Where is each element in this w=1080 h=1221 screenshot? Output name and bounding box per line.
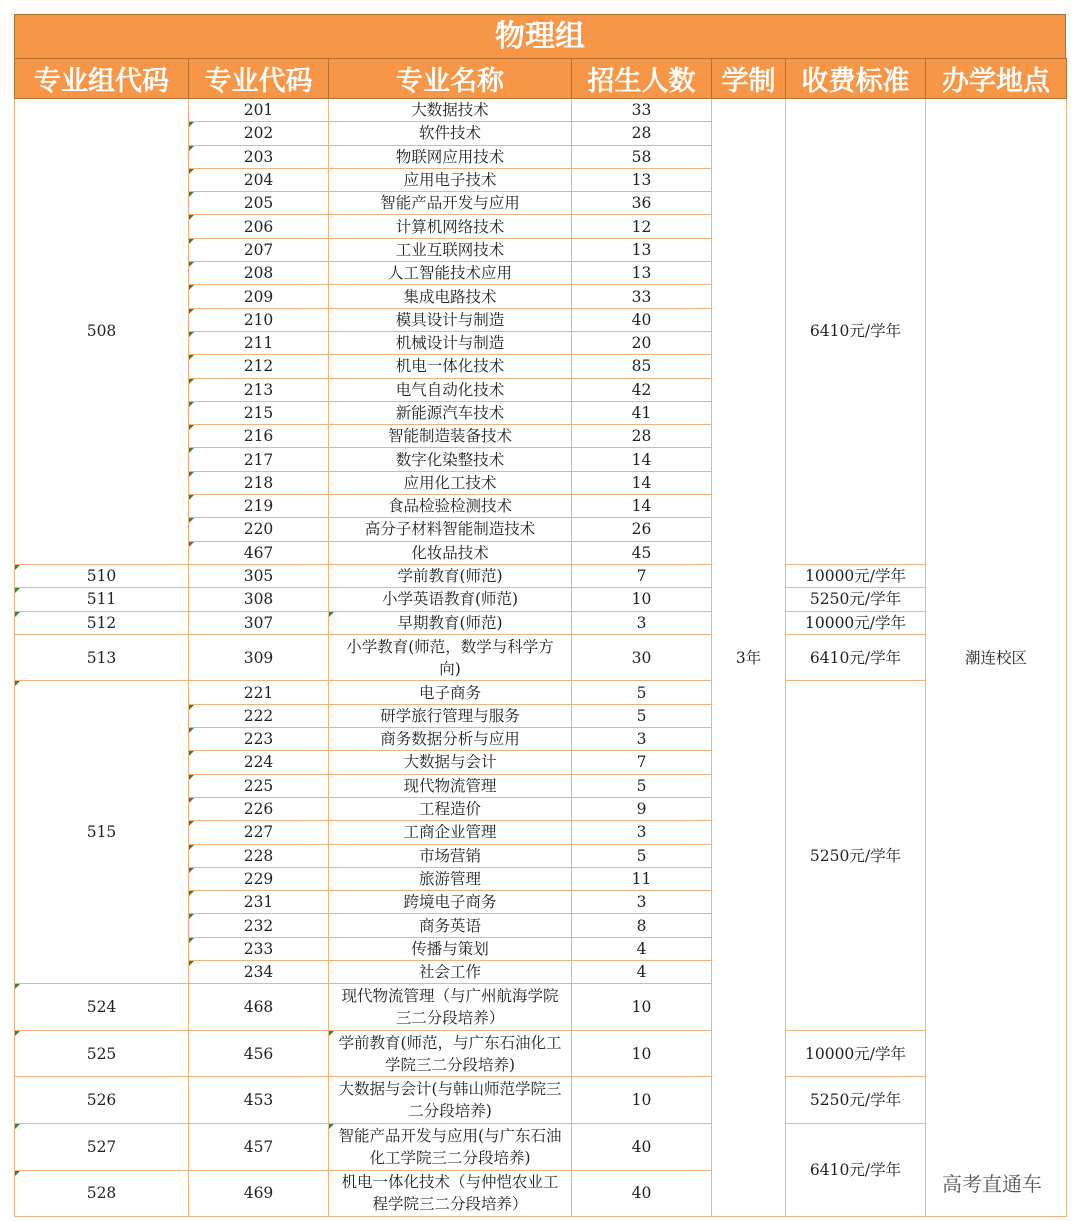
major-code-cell: 223 xyxy=(189,728,329,751)
major-name-cell: 机电一体化技术 xyxy=(329,355,572,378)
enrollment-count-cell: 42 xyxy=(572,378,712,401)
enrollment-count-cell: 14 xyxy=(572,471,712,494)
group-code-cell: 512 xyxy=(15,611,189,634)
major-code-cell: 205 xyxy=(189,192,329,215)
major-code-cell: 210 xyxy=(189,308,329,331)
major-code-cell: 308 xyxy=(189,588,329,611)
fee-cell: 6410元/学年 xyxy=(786,634,926,681)
major-code-cell: 457 xyxy=(189,1124,329,1171)
enrollment-count-cell: 11 xyxy=(572,867,712,890)
major-name-cell: 工商企业管理 xyxy=(329,821,572,844)
major-code-cell: 307 xyxy=(189,611,329,634)
table-body xyxy=(15,99,1067,1217)
major-code-cell: 206 xyxy=(189,215,329,238)
major-name-cell: 学前教育(师范) xyxy=(329,564,572,587)
enrollment-count-cell: 13 xyxy=(572,238,712,261)
header-row xyxy=(15,59,1067,99)
enrollment-count-cell: 3 xyxy=(572,821,712,844)
enrollment-count-cell: 85 xyxy=(572,355,712,378)
major-name-cell: 电子商务 xyxy=(329,681,572,704)
major-code-cell: 213 xyxy=(189,378,329,401)
major-name-cell: 旅游管理 xyxy=(329,867,572,890)
group-code-cell: 513 xyxy=(15,634,189,681)
major-code-cell: 212 xyxy=(189,355,329,378)
enrollment-count-cell: 13 xyxy=(572,168,712,191)
major-name-cell: 大数据与会计 xyxy=(329,751,572,774)
location-cell: 潮连校区 xyxy=(926,99,1067,1217)
enrollment-count-cell: 3 xyxy=(572,891,712,914)
enrollment-count-cell: 14 xyxy=(572,495,712,518)
major-name-cell: 物联网应用技术 xyxy=(329,145,572,168)
table-row xyxy=(15,564,1067,587)
header-duration: 学制 xyxy=(712,59,786,99)
enrollment-count-cell: 58 xyxy=(572,145,712,168)
major-code-cell: 208 xyxy=(189,262,329,285)
major-code-cell: 456 xyxy=(189,1030,329,1077)
group-code-cell: 510 xyxy=(15,564,189,587)
group-code-cell: 525 xyxy=(15,1030,189,1077)
enrollment-count-cell: 3 xyxy=(572,611,712,634)
group-code-cell: 511 xyxy=(15,588,189,611)
table-title: 物理组 xyxy=(14,14,1066,58)
fee-cell: 6410元/学年 xyxy=(786,1124,926,1217)
enrollment-count-cell: 33 xyxy=(572,285,712,308)
major-code-cell: 468 xyxy=(189,984,329,1031)
major-name-cell: 应用电子技术 xyxy=(329,168,572,191)
enrollment-count-cell: 26 xyxy=(572,518,712,541)
major-code-cell: 201 xyxy=(189,99,329,122)
major-name-cell: 市场营销 xyxy=(329,844,572,867)
enrollment-count-cell: 7 xyxy=(572,564,712,587)
major-name-cell: 机电一体化技术（与仲恺农业工程学院三二分段培养） xyxy=(329,1170,572,1217)
watermark: 高考直通车 xyxy=(942,1172,1042,1196)
major-name-cell: 大数据技术 xyxy=(329,99,572,122)
major-code-cell: 221 xyxy=(189,681,329,704)
enrollment-count-cell: 5 xyxy=(572,704,712,727)
fee-cell: 10000元/学年 xyxy=(786,1030,926,1077)
major-code-cell: 231 xyxy=(189,891,329,914)
table-row xyxy=(15,588,1067,611)
enrollment-count-cell: 3 xyxy=(572,728,712,751)
enrollment-count-cell: 8 xyxy=(572,914,712,937)
fee-cell: 5250元/学年 xyxy=(786,1077,926,1124)
major-code-cell: 305 xyxy=(189,564,329,587)
major-code-cell: 217 xyxy=(189,448,329,471)
major-code-cell: 225 xyxy=(189,774,329,797)
major-code-cell: 469 xyxy=(189,1170,329,1217)
group-code-cell: 515 xyxy=(15,681,189,984)
enrollment-count-cell: 13 xyxy=(572,262,712,285)
group-code-cell: 528 xyxy=(15,1170,189,1217)
major-name-cell: 跨境电子商务 xyxy=(329,891,572,914)
major-code-cell: 202 xyxy=(189,122,329,145)
major-name-cell: 电气自动化技术 xyxy=(329,378,572,401)
enrollment-count-cell: 10 xyxy=(572,588,712,611)
enrollment-count-cell: 41 xyxy=(572,401,712,424)
header-fee: 收费标准 xyxy=(786,59,926,99)
major-name-cell: 早期教育(师范) xyxy=(329,611,572,634)
enrollment-count-cell: 9 xyxy=(572,797,712,820)
major-name-cell: 大数据与会计(与韩山师范学院三二分段培养) xyxy=(329,1077,572,1124)
major-name-cell: 计算机网络技术 xyxy=(329,215,572,238)
enrollment-count-cell: 14 xyxy=(572,448,712,471)
fee-cell: 10000元/学年 xyxy=(786,564,926,587)
enrollment-count-cell: 7 xyxy=(572,751,712,774)
enrollment-count-cell: 45 xyxy=(572,541,712,564)
major-code-cell: 211 xyxy=(189,331,329,354)
major-code-cell: 453 xyxy=(189,1077,329,1124)
major-code-cell: 207 xyxy=(189,238,329,261)
major-code-cell: 219 xyxy=(189,495,329,518)
enrollment-count-cell: 12 xyxy=(572,215,712,238)
major-code-cell: 227 xyxy=(189,821,329,844)
table-wrapper xyxy=(14,14,1066,1217)
fee-cell: 6410元/学年 xyxy=(786,99,926,565)
major-code-cell: 204 xyxy=(189,168,329,191)
major-code-cell: 234 xyxy=(189,960,329,983)
enrollment-count-cell: 20 xyxy=(572,331,712,354)
enrollment-count-cell: 40 xyxy=(572,1170,712,1217)
enrollment-count-cell: 28 xyxy=(572,425,712,448)
table-row xyxy=(15,611,1067,634)
major-name-cell: 传播与策划 xyxy=(329,937,572,960)
major-code-cell: 226 xyxy=(189,797,329,820)
group-code-cell: 526 xyxy=(15,1077,189,1124)
major-name-cell: 商务英语 xyxy=(329,914,572,937)
major-name-cell: 智能制造装备技术 xyxy=(329,425,572,448)
enrollment-count-cell: 5 xyxy=(572,844,712,867)
enrollment-count-cell: 5 xyxy=(572,681,712,704)
major-code-cell: 203 xyxy=(189,145,329,168)
enrollment-count-cell: 40 xyxy=(572,1124,712,1171)
major-code-cell: 228 xyxy=(189,844,329,867)
enrollment-count-cell: 10 xyxy=(572,984,712,1031)
group-code-cell: 508 xyxy=(15,99,189,565)
major-code-cell: 229 xyxy=(189,867,329,890)
major-name-cell: 社会工作 xyxy=(329,960,572,983)
major-name-cell: 数字化染整技术 xyxy=(329,448,572,471)
table-row xyxy=(15,1030,1067,1077)
major-name-cell: 研学旅行管理与服务 xyxy=(329,704,572,727)
enrollment-count-cell: 33 xyxy=(572,99,712,122)
major-code-cell: 309 xyxy=(189,634,329,681)
major-code-cell: 218 xyxy=(189,471,329,494)
major-name-cell: 模具设计与制造 xyxy=(329,308,572,331)
major-name-cell: 智能产品开发与应用(与广东石油化工学院三二分段培养) xyxy=(329,1124,572,1171)
header-major-code: 专业代码 xyxy=(189,59,329,99)
major-name-cell: 现代物流管理 xyxy=(329,774,572,797)
major-code-cell: 222 xyxy=(189,704,329,727)
table-row xyxy=(15,681,1067,704)
major-name-cell: 新能源汽车技术 xyxy=(329,401,572,424)
fee-cell: 5250元/学年 xyxy=(786,681,926,1030)
enrollment-table xyxy=(14,58,1067,1217)
fee-cell: 5250元/学年 xyxy=(786,588,926,611)
major-name-cell: 集成电路技术 xyxy=(329,285,572,308)
group-code-cell: 527 xyxy=(15,1124,189,1171)
major-name-cell: 现代物流管理（与广州航海学院三二分段培养） xyxy=(329,984,572,1031)
major-name-cell: 食品检验检测技术 xyxy=(329,495,572,518)
major-code-cell: 215 xyxy=(189,401,329,424)
major-name-cell: 学前教育(师范，与广东石油化工学院三二分段培养) xyxy=(329,1030,572,1077)
major-code-cell: 233 xyxy=(189,937,329,960)
enrollment-count-cell: 28 xyxy=(572,122,712,145)
enrollment-count-cell: 36 xyxy=(572,192,712,215)
major-code-cell: 209 xyxy=(189,285,329,308)
major-code-cell: 224 xyxy=(189,751,329,774)
header-location: 办学地点 xyxy=(926,59,1067,99)
major-name-cell: 智能产品开发与应用 xyxy=(329,192,572,215)
fee-cell: 10000元/学年 xyxy=(786,611,926,634)
major-name-cell: 小学英语教育(师范) xyxy=(329,588,572,611)
enrollment-count-cell: 10 xyxy=(572,1077,712,1124)
table-row xyxy=(15,634,1067,681)
enrollment-count-cell: 5 xyxy=(572,774,712,797)
duration-cell: 3年 xyxy=(712,99,786,1217)
enrollment-count-cell: 10 xyxy=(572,1030,712,1077)
major-name-cell: 小学教育(师范，数学与科学方向) xyxy=(329,634,572,681)
enrollment-count-cell: 4 xyxy=(572,960,712,983)
major-name-cell: 商务数据分析与应用 xyxy=(329,728,572,751)
major-name-cell: 工程造价 xyxy=(329,797,572,820)
table-row xyxy=(15,1124,1067,1171)
header-major-name: 专业名称 xyxy=(329,59,572,99)
major-name-cell: 机械设计与制造 xyxy=(329,331,572,354)
major-name-cell: 高分子材料智能制造技术 xyxy=(329,518,572,541)
major-code-cell: 220 xyxy=(189,518,329,541)
major-name-cell: 工业互联网技术 xyxy=(329,238,572,261)
header-group-code: 专业组代码 xyxy=(15,59,189,99)
major-name-cell: 应用化工技术 xyxy=(329,471,572,494)
major-code-cell: 232 xyxy=(189,914,329,937)
major-name-cell: 人工智能技术应用 xyxy=(329,262,572,285)
header-enrollment: 招生人数 xyxy=(572,59,712,99)
major-name-cell: 化妆品技术 xyxy=(329,541,572,564)
table-row xyxy=(15,1077,1067,1124)
group-code-cell: 524 xyxy=(15,984,189,1031)
enrollment-count-cell: 4 xyxy=(572,937,712,960)
major-name-cell: 软件技术 xyxy=(329,122,572,145)
enrollment-count-cell: 30 xyxy=(572,634,712,681)
major-code-cell: 467 xyxy=(189,541,329,564)
enrollment-count-cell: 40 xyxy=(572,308,712,331)
major-code-cell: 216 xyxy=(189,425,329,448)
table-row xyxy=(15,99,1067,122)
